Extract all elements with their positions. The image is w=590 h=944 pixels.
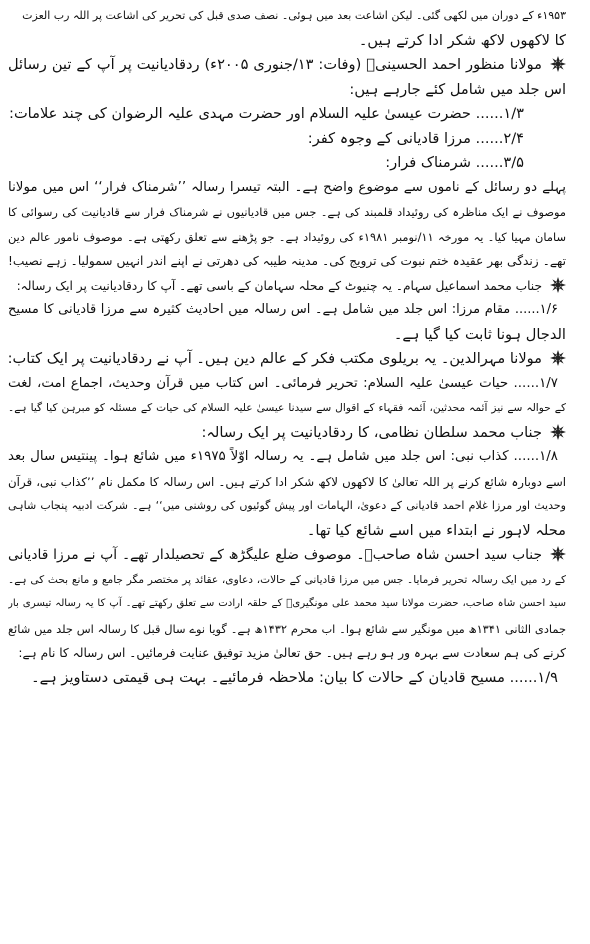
text-line: ۱۹۵۳ء کے دوران میں لکھی گئی۔ لیکن اشاعت بعد میں ہوئی۔ نصف صدی قبل کی تحریر کی اشاعت پر اللہ رب العزت (22, 9, 566, 22)
text-line: جناب محمد اسماعیل سہام۔ یہ چنیوٹ کے محلہ سہامان کے باسی تھے۔ آپ کا ردقادیانیت پر ایک رسالہ: (8, 274, 566, 299)
text-line: سید احسن شاہ صاحب، حضرت مولانا سید محمد علی مونگیریؒ کے حلقہ ارادت سے تعلق رکھتے تھے۔ آپ کا یہ رسالہ تیسری بار (8, 598, 566, 609)
text-line: محلہ لاہور نے ابتداء میں اسے شائع کیا تھا۔ (306, 521, 566, 539)
flower-ornament-icon (550, 546, 566, 562)
list-item: ۱/۹...... مسیح قادیان کے حالات کا بیان: ملاحظہ فرمائیے۔ بہت ہی قیمتی دستاویز ہے۔ (31, 668, 558, 686)
text-line: وحدیث اور مرزا غلام احمد قادیانی کے دعویٰ، الہامات اور پیش گوئیوں کی روشنی میں‘‘ ہے۔ شرکت ادبیہ پنجاب شاہی (8, 499, 566, 512)
text-line: اسے دوبارہ شائع کرنے پر اللہ تعالیٰ کا لاکھوں لاکھ شکر ادا کرتے ہیں۔ اس رسالہ کا مکمل نام ’’کذاب نبی، قرآن (8, 474, 566, 489)
flower-ornament-icon (550, 56, 566, 72)
list-item: ۱/۳...... حضرت عیسیٰ علیہ السلام اور حضرت مہدی علیہ الرضوان کی چند علامات: (9, 105, 524, 122)
list-item: ۳/۵...... شرمناک فرار: (385, 154, 524, 171)
text-line: جناب سید احسن شاہ صاحبؒ۔ موصوف ضلع علیگڑھ کے تحصیلدار تھے۔ آپ نے مرزا قادیانی (8, 543, 566, 568)
text-line: کے حوالہ سے نیز آئمہ محدثین، آئمہ فقہاء کے اقوال سے سیدنا عیسیٰ علیہ السلام کی حیات کے مسئلہ کو مبرہن کیا گیا ہے۔ (8, 402, 566, 414)
text-line: مولانا مہرالدین۔ یہ بریلوی مکتب فکر کے عالم دین ہیں۔ آپ نے ردقادیانیت پر ایک کتاب: (8, 347, 566, 372)
flower-ornament-icon (550, 424, 566, 440)
text-line: کرنے کی ہم سعادت سے بہرہ ور ہو رہے ہیں۔ حق تعالیٰ مزید توفیق عنایت فرمائیں۔ اس رسالہ کا نام ہے: (18, 646, 566, 660)
text-line: سامان مہیا کیا۔ یہ مورخہ ۱۱/نومبر ۱۹۸۱ء کی روئیداد ہے۔ جو پڑھنے سے تعلق رکھتی ہے۔ موصوف نامور عالم دین (8, 229, 566, 244)
list-item: ۱/۸...... کذاب نبی: اس جلد میں شامل ہے۔ یہ رسالہ اوّلاً ۱۹۷۵ء میں شائع ہوا۔ پینتیس سال بعد (8, 449, 558, 464)
flower-ornament-icon (550, 350, 566, 366)
text-line: مولانا منظور احمد الحسینیؒ (وفات: ۱۳/جنوری ۲۰۰۵ء) ردقادیانیت پر آپ کے تین رسائل (8, 53, 566, 78)
text-line: موصوف نے ایک مناظرہ کی روئیداد قلمبند کی ہے۔ جس میں قادیانیوں نے شرمناک فرار سے قادیانیت کی رسوائی کا (8, 205, 566, 219)
text-line: کے رد میں ایک رسالہ تحریر فرمایا۔ جس میں مرزا قادیانی کے حالات، دعاوی، عقائد پر مختصر مگر جامع و مانع بحث کی ہے۔ (8, 573, 566, 586)
text-line: تھے۔ زندگی بھر عقیدہ ختم نبوت کی ترویج کی۔ مدینہ طیبہ کی دھرتی نے اپنے اندر انہیں سمولیا۔ زہے نصیب! (8, 254, 566, 268)
text-line: جناب محمد سلطان نظامی، کا ردقادیانیت پر ایک رسالہ: (8, 421, 566, 446)
text-line: پہلے دو رسائل کے ناموں سے موضوع واضح ہے۔ البتہ تیسرا رسالہ ’’شرمناک فرار‘‘ اس میں مولانا (8, 179, 566, 195)
list-item: ۱/۷...... حیات عیسیٰ علیہ السلام: تحریر فرمائی۔ اس کتاب میں قرآن وحدیث، اجماع امت، لغت (8, 375, 558, 391)
text-line: الدجال ہونا ثابت کیا گیا ہے۔ (393, 325, 566, 343)
list-item: ۲/۴...... مرزا قادیانی کے وجوہ کفر: (307, 129, 524, 147)
flower-ornament-icon (550, 277, 566, 293)
text-line: اس جلد میں شامل کئے جارہے ہیں: (349, 80, 566, 98)
text-line: کا لاکھوں لاکھ شکر ادا کرتے ہیں۔ (358, 31, 566, 49)
text-line: جمادی الثانی ۱۳۴۱ھ میں مونگیر سے شائع ہوا۔ اب محرم ۱۴۳۲ھ ہے۔ گویا نوے سال قبل کا رسالہ اس جلد میں شائع (8, 621, 566, 636)
list-item: ۱/۶...... مقام مرزا: اس جلد میں شامل ہے۔ اس رسالہ میں احادیث کثیرہ سے مرزا قادیانی کا مسیح (8, 302, 558, 317)
